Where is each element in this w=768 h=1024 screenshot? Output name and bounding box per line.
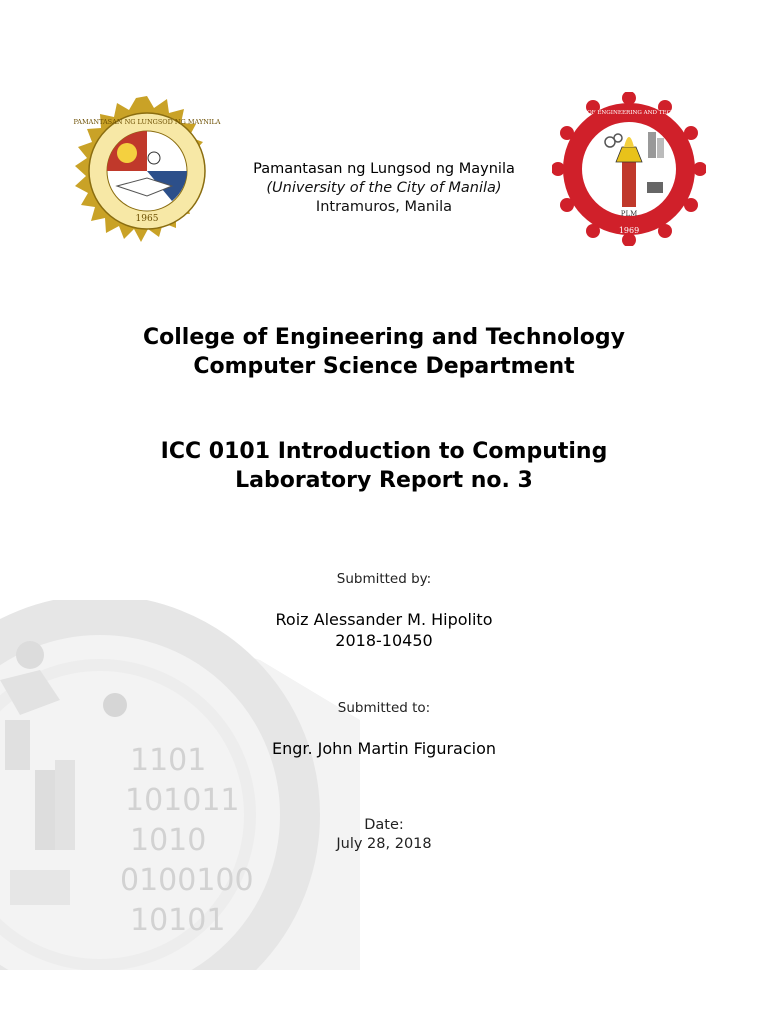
university-seal-logo: [72, 96, 222, 246]
college-heading: [0, 323, 768, 381]
svg-text:1969: 1969: [618, 226, 640, 235]
right-seal-ring-text: COLLEGE OF ENGINEERING AND TECHNOLOGY: [556, 110, 702, 116]
watermark-seal-image: [0, 600, 360, 970]
university-header: [222, 160, 546, 217]
svg-text:1101: 1101: [130, 743, 207, 778]
svg-text:10101: 10101: [130, 903, 226, 938]
submitted-to-label: Submitted to:: [337, 700, 431, 716]
submitted-to-section: [0, 699, 768, 717]
recipient-name: Engr. John Martin Figuracion: [271, 739, 497, 758]
course-title: ICC 0101 Introduction to Computing: [160, 439, 608, 464]
svg-text:1965: 1965: [135, 214, 159, 224]
college-seal-logo: [552, 92, 706, 246]
date-label: Date:: [364, 817, 404, 833]
submitter-name: Roiz Alessander M. Hipolito: [275, 610, 493, 629]
submitted-by-label: Submitted by:: [336, 571, 432, 587]
left-seal-ring-text: PAMANTASAN NG LUNGSOD NG MAYNILA: [73, 118, 221, 126]
svg-text:PLM: PLM: [620, 210, 638, 218]
recipient-details: [0, 738, 768, 759]
department-name: Computer Science Department: [193, 354, 575, 379]
college-name: College of Engineering and Technology: [142, 325, 626, 350]
submitter-details: [0, 609, 768, 651]
university-name: Pamantasan ng Lungsod ng Maynila: [253, 161, 515, 177]
university-location: Intramuros, Manila: [315, 199, 453, 215]
report-heading: [0, 437, 768, 495]
date-value: July 28, 2018: [336, 836, 432, 852]
date-section: [0, 816, 768, 854]
svg-text:1010: 1010: [130, 823, 207, 858]
svg-text:101011: 101011: [125, 783, 240, 818]
student-number: 2018-10450: [335, 631, 433, 650]
university-english-name: (University of the City of Manila): [266, 180, 502, 196]
svg-text:0100100: 0100100: [120, 863, 254, 898]
submitted-by-section: [0, 570, 768, 588]
report-title: Laboratory Report no. 3: [235, 468, 533, 493]
